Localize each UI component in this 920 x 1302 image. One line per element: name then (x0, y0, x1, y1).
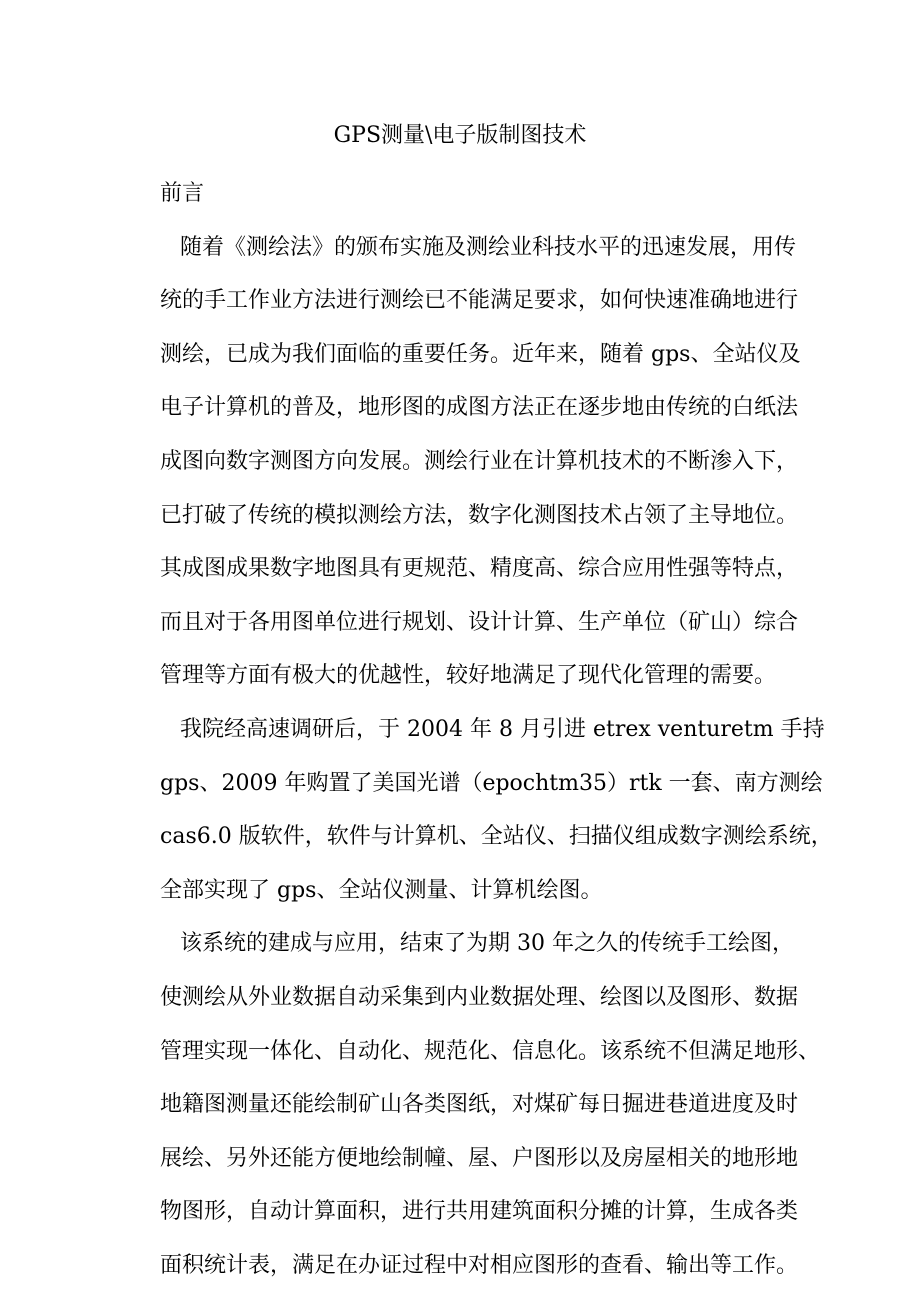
document-body (140, 167, 833, 1292)
paragraph-line: 面积统计表，满足在办证过程中对相应图形的查看、输出等工作。 (160, 1252, 799, 1278)
paragraph-line: 物图形，自动计算面积，进行共用建筑面积分摊的计算，生成各类 (160, 1199, 799, 1225)
document-title: GPS测量\电子版制图技术 (333, 123, 587, 148)
paragraph-line: 管理等方面有极大的优越性，较好地满足了现代化管理的需要。 (160, 663, 777, 689)
paragraph-line: cas6.0 版软件，软件与计算机、全站仪、扫描仪组成数字测绘系统， (160, 824, 833, 850)
paragraph-1 (140, 221, 801, 703)
paragraph-line: 全部实现了 gps、全站仪测量、计算机绘图。 (160, 877, 603, 903)
paragraph-line: gps、2009 年购置了美国光谱（epochtm35）rtk 一套、南方测绘 (160, 770, 823, 796)
section-heading: 前言 (160, 181, 205, 206)
paragraph-line: 展绘、另外还能方便地绘制幢、屋、户图形以及房屋相关的地形地 (160, 1145, 799, 1171)
paragraph-line: 管理实现一体化、自动化、规范化、信息化。该系统不但满足地形、 (160, 1038, 821, 1064)
paragraph-line: 我院经高速调研后，于 2004 年 8 月引进 etrex venturetm 手持 (180, 716, 825, 742)
paragraph-3 (140, 917, 821, 1292)
paragraph-line: 测绘，已成为我们面临的重要任务。近年来，随着 gps、全站仪及 (160, 341, 801, 367)
paragraph-line: 统的手工作业方法进行测绘已不能满足要求，如何快速准确地进行 (160, 288, 799, 314)
paragraph-line: 使测绘从外业数据自动采集到内业数据处理、绘图以及图形、数据 (160, 984, 799, 1010)
paragraph-line: 随着《测绘法》的颁布实施及测绘业科技水平的迅速发展，用传 (180, 234, 797, 260)
paragraph-line: 成图向数字测图方向发展。测绘行业在计算机技术的不断渗入下， (160, 448, 799, 474)
paragraph-line: 已打破了传统的模拟测绘方法，数字化测图技术占领了主导地位。 (160, 502, 799, 528)
paragraph-line: 电子计算机的普及，地形图的成图方法正在逐步地由传统的白纸法 (160, 395, 799, 421)
paragraph-line: 而且对于各用图单位进行规划、设计计算、生产单位（矿山）综合 (160, 609, 799, 635)
paragraph-line: 其成图成果数字地图具有更规范、精度高、综合应用性强等特点， (160, 556, 799, 582)
paragraph-2 (140, 703, 833, 917)
paragraph-line: 该系统的建成与应用，结束了为期 30 年之久的传统手工绘图， (180, 931, 794, 957)
paragraph-line: 地籍图测量还能绘制矿山各类图纸，对煤矿每日掘进巷道进度及时 (160, 1092, 799, 1118)
